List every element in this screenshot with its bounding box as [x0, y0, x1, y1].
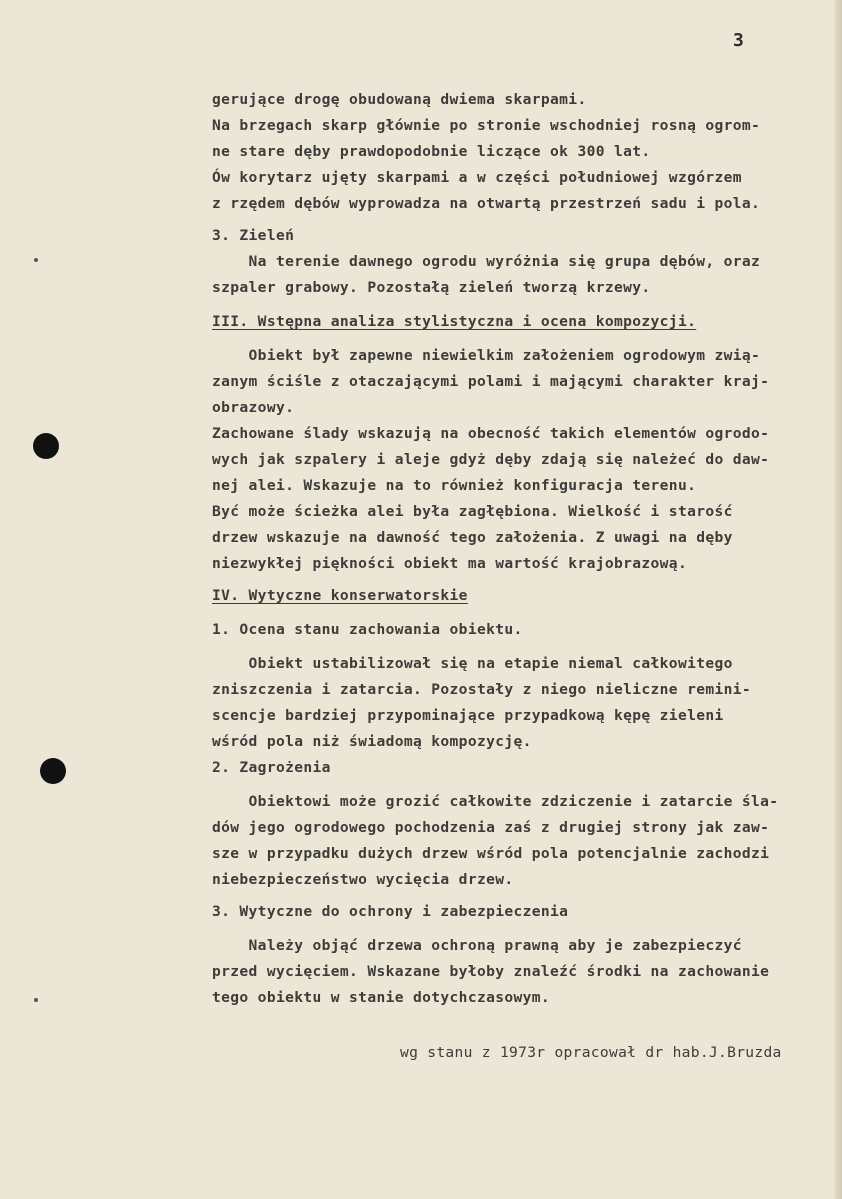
text-line: sze w przypadku dużych drzew wśród pola potencjalnie zachodzi — [212, 845, 770, 862]
text-line: zanym ściśle z otaczającymi polami i mającymi charakter kraj- — [212, 373, 770, 390]
section-heading: III. Wstępna analiza stylistyczna i ocena kompozycji. — [212, 313, 697, 330]
punch-hole-upper — [33, 433, 59, 459]
text-line: niebezpieczeństwo wycięcia drzew. — [212, 871, 514, 888]
text-line: z rzędem dębów wyprowadza na otwartą przestrzeń sadu i pola. — [212, 195, 761, 212]
text-line: obrazowy. — [212, 399, 295, 416]
text-line: niezwykłej piękności obiekt ma wartość krajobrazową. — [212, 555, 688, 572]
text-line: Należy objąć drzewa ochroną prawną aby je zabezpieczyć — [212, 937, 742, 954]
text-line: wych jak szpalery i aleje gdyż dęby zdają się należeć do daw- — [212, 451, 770, 468]
text-line: Na brzegach skarp głównie po stronie wschodniej rosną ogrom- — [212, 117, 761, 134]
punch-hole-lower — [40, 758, 66, 784]
text-line: Ów korytarz ujęty skarpami a w części południowej wzgórzem — [212, 169, 742, 186]
text-line: Być może ścieżka alei była zagłębiona. Wielkość i starość — [212, 503, 733, 520]
subsection-heading: 2. Zagrożenia — [212, 759, 331, 776]
text-line: nej alei. Wskazuje na to również konfiguracja terenu. — [212, 477, 697, 494]
text-line: Obiekt był zapewne niewielkim założeniem ogrodowym zwią- — [212, 347, 761, 364]
paper-speck — [34, 258, 38, 262]
page-number: 3 — [733, 30, 744, 51]
text-line: szpaler grabowy. Pozostałą zieleń tworzą krzewy. — [212, 279, 651, 296]
text-line: wśród pola niż świadomą kompozycję. — [212, 733, 532, 750]
text-line: zniszczenia i zatarcia. Pozostały z niego nieliczne remini- — [212, 681, 752, 698]
text-line: Obiekt ustabilizował się na etapie niemal całkowitego — [212, 655, 733, 672]
page-edge — [834, 0, 842, 1199]
text-line: scencje bardziej przypominające przypadkową kępę zieleni — [212, 707, 724, 724]
text-line: gerujące drogę obudowaną dwiema skarpami. — [212, 91, 587, 108]
subsection-heading: 1. Ocena stanu zachowania obiektu. — [212, 621, 523, 638]
text-line: ne stare dęby prawdopodobnie liczące ok 300 lat. — [212, 143, 651, 160]
paper-speck — [34, 998, 38, 1002]
text-line: tego obiektu w stanie dotychczasowym. — [212, 989, 551, 1006]
text-line: przed wycięciem. Wskazane byłoby znaleźć środki na zachowanie — [212, 963, 770, 980]
text-line: drzew wskazuje na dawność tego założenia. Z uwagi na dęby — [212, 529, 733, 546]
author-signature: wg stanu z 1973r opracował dr hab.J.Bruzda — [400, 1044, 782, 1061]
text-line: dów jego ogrodowego pochodzenia zaś z drugiej strony jak zaw- — [212, 819, 770, 836]
text-line: Obiektowi może grozić całkowite zdziczenie i zatarcie śla- — [212, 793, 779, 810]
text-line: Zachowane ślady wskazują na obecność takich elementów ogrodo- — [212, 425, 770, 442]
text-line: Na terenie dawnego ogrodu wyróżnia się grupa dębów, oraz — [212, 253, 761, 270]
section-heading: IV. Wytyczne konserwatorskie — [212, 587, 468, 604]
subsection-heading: 3. Wytyczne do ochrony i zabezpieczenia — [212, 903, 569, 920]
section-heading: 3. Zieleń — [212, 227, 295, 244]
